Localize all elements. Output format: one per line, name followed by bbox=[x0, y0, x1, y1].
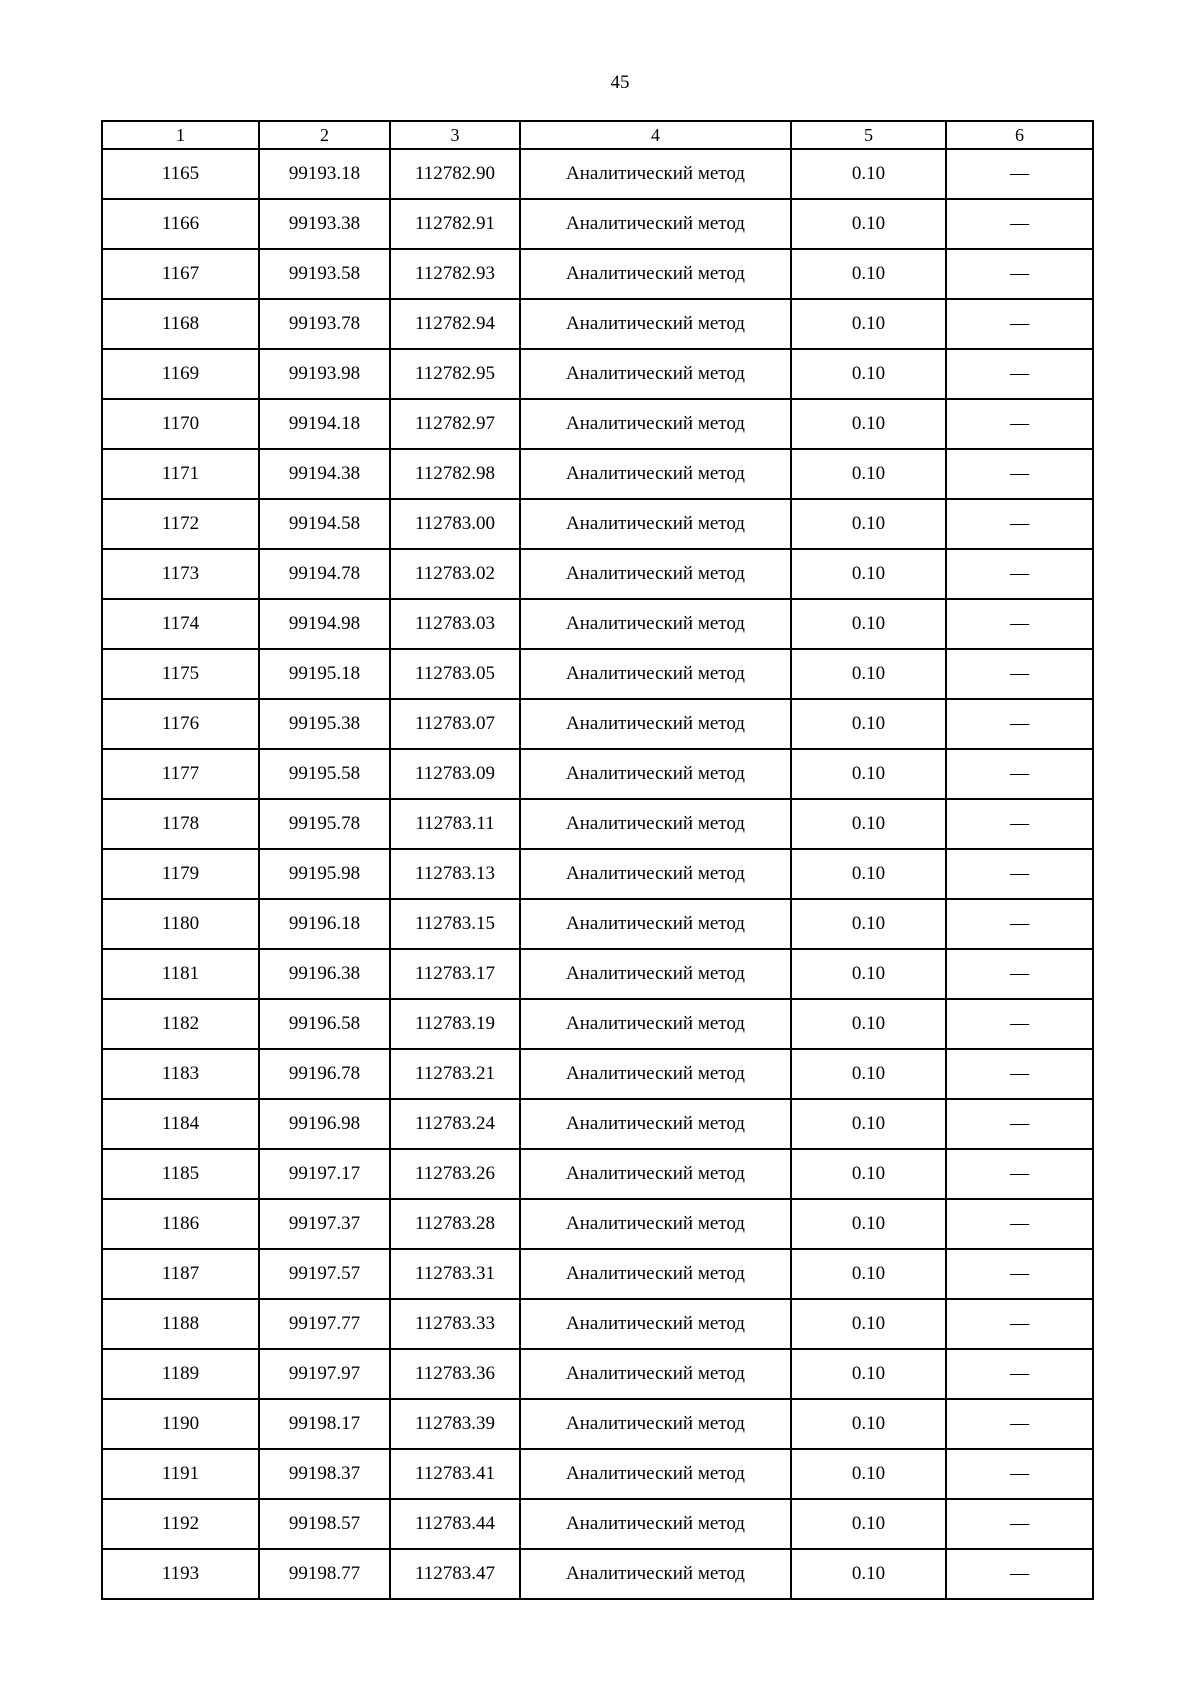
cell-note: — bbox=[946, 1249, 1093, 1299]
cell-method: Аналитический метод bbox=[520, 1149, 791, 1199]
cell-accuracy: 0.10 bbox=[791, 249, 946, 299]
cell-y-coordinate: 112783.19 bbox=[390, 999, 520, 1049]
cell-note: — bbox=[946, 1149, 1093, 1199]
cell-method: Аналитический метод bbox=[520, 1199, 791, 1249]
table-row bbox=[102, 699, 1093, 749]
header-cell-6: 6 bbox=[946, 121, 1093, 149]
cell-accuracy: 0.10 bbox=[791, 1549, 946, 1599]
cell-y-coordinate: 112782.93 bbox=[390, 249, 520, 299]
cell-accuracy: 0.10 bbox=[791, 1399, 946, 1449]
cell-method: Аналитический метод bbox=[520, 149, 791, 199]
cell-method: Аналитический метод bbox=[520, 999, 791, 1049]
cell-note: — bbox=[946, 1499, 1093, 1549]
cell-y-coordinate: 112782.97 bbox=[390, 399, 520, 449]
cell-x-coordinate: 99197.77 bbox=[259, 1299, 390, 1349]
cell-accuracy: 0.10 bbox=[791, 1299, 946, 1349]
cell-point-number: 1187 bbox=[102, 1249, 259, 1299]
cell-x-coordinate: 99193.78 bbox=[259, 299, 390, 349]
cell-note: — bbox=[946, 299, 1093, 349]
cell-x-coordinate: 99196.78 bbox=[259, 1049, 390, 1099]
cell-note: — bbox=[946, 649, 1093, 699]
cell-y-coordinate: 112783.11 bbox=[390, 799, 520, 849]
cell-x-coordinate: 99195.18 bbox=[259, 649, 390, 699]
header-row bbox=[102, 121, 1093, 149]
table-row bbox=[102, 149, 1093, 199]
table-row bbox=[102, 1549, 1093, 1599]
cell-y-coordinate: 112783.17 bbox=[390, 949, 520, 999]
cell-method: Аналитический метод bbox=[520, 199, 791, 249]
cell-point-number: 1184 bbox=[102, 1099, 259, 1149]
cell-y-coordinate: 112783.26 bbox=[390, 1149, 520, 1199]
cell-point-number: 1170 bbox=[102, 399, 259, 449]
cell-accuracy: 0.10 bbox=[791, 1499, 946, 1549]
table-row bbox=[102, 1449, 1093, 1499]
cell-method: Аналитический метод bbox=[520, 1049, 791, 1099]
cell-y-coordinate: 112783.00 bbox=[390, 499, 520, 549]
cell-x-coordinate: 99193.38 bbox=[259, 199, 390, 249]
cell-method: Аналитический метод bbox=[520, 599, 791, 649]
cell-point-number: 1167 bbox=[102, 249, 259, 299]
cell-x-coordinate: 99194.78 bbox=[259, 549, 390, 599]
table-row bbox=[102, 549, 1093, 599]
cell-note: — bbox=[946, 999, 1093, 1049]
cell-accuracy: 0.10 bbox=[791, 849, 946, 899]
cell-x-coordinate: 99195.98 bbox=[259, 849, 390, 899]
table-row bbox=[102, 749, 1093, 799]
cell-y-coordinate: 112783.02 bbox=[390, 549, 520, 599]
cell-note: — bbox=[946, 1199, 1093, 1249]
cell-note: — bbox=[946, 1049, 1093, 1099]
cell-point-number: 1188 bbox=[102, 1299, 259, 1349]
cell-y-coordinate: 112783.24 bbox=[390, 1099, 520, 1149]
cell-point-number: 1186 bbox=[102, 1199, 259, 1249]
table-row bbox=[102, 899, 1093, 949]
cell-method: Аналитический метод bbox=[520, 799, 791, 849]
cell-x-coordinate: 99193.98 bbox=[259, 349, 390, 399]
cell-method: Аналитический метод bbox=[520, 549, 791, 599]
cell-method: Аналитический метод bbox=[520, 299, 791, 349]
cell-y-coordinate: 112783.33 bbox=[390, 1299, 520, 1349]
cell-accuracy: 0.10 bbox=[791, 649, 946, 699]
cell-note: — bbox=[946, 1349, 1093, 1399]
cell-point-number: 1172 bbox=[102, 499, 259, 549]
cell-x-coordinate: 99196.58 bbox=[259, 999, 390, 1049]
cell-x-coordinate: 99194.38 bbox=[259, 449, 390, 499]
table-row bbox=[102, 1499, 1093, 1549]
cell-point-number: 1175 bbox=[102, 649, 259, 699]
cell-y-coordinate: 112782.98 bbox=[390, 449, 520, 499]
cell-point-number: 1183 bbox=[102, 1049, 259, 1099]
cell-y-coordinate: 112783.28 bbox=[390, 1199, 520, 1249]
table-row bbox=[102, 849, 1093, 899]
cell-accuracy: 0.10 bbox=[791, 1249, 946, 1299]
cell-method: Аналитический метод bbox=[520, 449, 791, 499]
cell-y-coordinate: 112783.21 bbox=[390, 1049, 520, 1099]
cell-y-coordinate: 112783.44 bbox=[390, 1499, 520, 1549]
header-cell-4: 4 bbox=[520, 121, 791, 149]
cell-accuracy: 0.10 bbox=[791, 699, 946, 749]
cell-x-coordinate: 99197.57 bbox=[259, 1249, 390, 1299]
cell-accuracy: 0.10 bbox=[791, 299, 946, 349]
cell-point-number: 1176 bbox=[102, 699, 259, 749]
cell-point-number: 1180 bbox=[102, 899, 259, 949]
table-row bbox=[102, 649, 1093, 699]
table-row bbox=[102, 1099, 1093, 1149]
cell-x-coordinate: 99198.17 bbox=[259, 1399, 390, 1449]
cell-note: — bbox=[946, 1099, 1093, 1149]
cell-method: Аналитический метод bbox=[520, 349, 791, 399]
cell-point-number: 1177 bbox=[102, 749, 259, 799]
cell-y-coordinate: 112782.90 bbox=[390, 149, 520, 199]
cell-point-number: 1174 bbox=[102, 599, 259, 649]
cell-accuracy: 0.10 bbox=[791, 199, 946, 249]
cell-point-number: 1181 bbox=[102, 949, 259, 999]
cell-note: — bbox=[946, 1549, 1093, 1599]
cell-point-number: 1166 bbox=[102, 199, 259, 249]
cell-point-number: 1192 bbox=[102, 1499, 259, 1549]
cell-x-coordinate: 99195.78 bbox=[259, 799, 390, 849]
cell-note: — bbox=[946, 1299, 1093, 1349]
cell-point-number: 1168 bbox=[102, 299, 259, 349]
table-row bbox=[102, 1049, 1093, 1099]
cell-method: Аналитический метод bbox=[520, 749, 791, 799]
cell-accuracy: 0.10 bbox=[791, 549, 946, 599]
cell-point-number: 1165 bbox=[102, 149, 259, 199]
cell-accuracy: 0.10 bbox=[791, 749, 946, 799]
cell-note: — bbox=[946, 449, 1093, 499]
cell-note: — bbox=[946, 249, 1093, 299]
cell-y-coordinate: 112782.94 bbox=[390, 299, 520, 349]
cell-accuracy: 0.10 bbox=[791, 599, 946, 649]
cell-method: Аналитический метод bbox=[520, 1399, 791, 1449]
table-row bbox=[102, 1199, 1093, 1249]
cell-note: — bbox=[946, 949, 1093, 999]
cell-accuracy: 0.10 bbox=[791, 799, 946, 849]
cell-method: Аналитический метод bbox=[520, 399, 791, 449]
header-cell-5: 5 bbox=[791, 121, 946, 149]
cell-method: Аналитический метод bbox=[520, 1549, 791, 1599]
cell-method: Аналитический метод bbox=[520, 499, 791, 549]
cell-accuracy: 0.10 bbox=[791, 1149, 946, 1199]
cell-accuracy: 0.10 bbox=[791, 1099, 946, 1149]
cell-note: — bbox=[946, 199, 1093, 249]
cell-accuracy: 0.10 bbox=[791, 399, 946, 449]
cell-x-coordinate: 99193.58 bbox=[259, 249, 390, 299]
cell-x-coordinate: 99195.38 bbox=[259, 699, 390, 749]
cell-method: Аналитический метод bbox=[520, 1449, 791, 1499]
table-row bbox=[102, 299, 1093, 349]
cell-accuracy: 0.10 bbox=[791, 949, 946, 999]
cell-note: — bbox=[946, 599, 1093, 649]
cell-y-coordinate: 112783.41 bbox=[390, 1449, 520, 1499]
cell-y-coordinate: 112783.15 bbox=[390, 899, 520, 949]
cell-method: Аналитический метод bbox=[520, 649, 791, 699]
cell-accuracy: 0.10 bbox=[791, 1049, 946, 1099]
cell-x-coordinate: 99194.98 bbox=[259, 599, 390, 649]
cell-point-number: 1179 bbox=[102, 849, 259, 899]
cell-note: — bbox=[946, 699, 1093, 749]
cell-note: — bbox=[946, 399, 1093, 449]
cell-note: — bbox=[946, 899, 1093, 949]
cell-method: Аналитический метод bbox=[520, 1099, 791, 1149]
cell-note: — bbox=[946, 499, 1093, 549]
cell-accuracy: 0.10 bbox=[791, 999, 946, 1049]
header-cell-1: 1 bbox=[102, 121, 259, 149]
cell-method: Аналитический метод bbox=[520, 699, 791, 749]
cell-x-coordinate: 99198.57 bbox=[259, 1499, 390, 1549]
table-row bbox=[102, 449, 1093, 499]
table-row bbox=[102, 349, 1093, 399]
table-row bbox=[102, 599, 1093, 649]
cell-method: Аналитический метод bbox=[520, 899, 791, 949]
cell-y-coordinate: 112783.13 bbox=[390, 849, 520, 899]
cell-point-number: 1173 bbox=[102, 549, 259, 599]
cell-note: — bbox=[946, 749, 1093, 799]
cell-x-coordinate: 99198.77 bbox=[259, 1549, 390, 1599]
cell-point-number: 1185 bbox=[102, 1149, 259, 1199]
cell-note: — bbox=[946, 1399, 1093, 1449]
header-cell-2: 2 bbox=[259, 121, 390, 149]
cell-y-coordinate: 112783.31 bbox=[390, 1249, 520, 1299]
table-row bbox=[102, 1249, 1093, 1299]
cell-y-coordinate: 112783.03 bbox=[390, 599, 520, 649]
cell-method: Аналитический метод bbox=[520, 1499, 791, 1549]
cell-point-number: 1169 bbox=[102, 349, 259, 399]
cell-note: — bbox=[946, 549, 1093, 599]
cell-accuracy: 0.10 bbox=[791, 899, 946, 949]
cell-method: Аналитический метод bbox=[520, 249, 791, 299]
cell-method: Аналитический метод bbox=[520, 949, 791, 999]
page-number: 45 bbox=[610, 72, 630, 93]
table-row bbox=[102, 1299, 1093, 1349]
cell-method: Аналитический метод bbox=[520, 1249, 791, 1299]
cell-point-number: 1171 bbox=[102, 449, 259, 499]
cell-method: Аналитический метод bbox=[520, 1299, 791, 1349]
table-row bbox=[102, 1349, 1093, 1399]
table-row bbox=[102, 249, 1093, 299]
cell-y-coordinate: 112782.95 bbox=[390, 349, 520, 399]
table-row bbox=[102, 199, 1093, 249]
table-row bbox=[102, 399, 1093, 449]
table-row bbox=[102, 1399, 1093, 1449]
cell-x-coordinate: 99197.37 bbox=[259, 1199, 390, 1249]
table-header bbox=[102, 121, 1093, 149]
cell-x-coordinate: 99194.18 bbox=[259, 399, 390, 449]
cell-point-number: 1191 bbox=[102, 1449, 259, 1499]
cell-x-coordinate: 99196.18 bbox=[259, 899, 390, 949]
cell-accuracy: 0.10 bbox=[791, 349, 946, 399]
cell-method: Аналитический метод bbox=[520, 849, 791, 899]
table-row bbox=[102, 799, 1093, 849]
cell-accuracy: 0.10 bbox=[791, 449, 946, 499]
cell-y-coordinate: 112783.39 bbox=[390, 1399, 520, 1449]
cell-accuracy: 0.10 bbox=[791, 1449, 946, 1499]
cell-point-number: 1190 bbox=[102, 1399, 259, 1449]
cell-note: — bbox=[946, 849, 1093, 899]
cell-note: — bbox=[946, 349, 1093, 399]
cell-x-coordinate: 99196.38 bbox=[259, 949, 390, 999]
cell-x-coordinate: 99197.97 bbox=[259, 1349, 390, 1399]
table-row bbox=[102, 499, 1093, 549]
cell-y-coordinate: 112783.09 bbox=[390, 749, 520, 799]
cell-point-number: 1193 bbox=[102, 1549, 259, 1599]
cell-x-coordinate: 99194.58 bbox=[259, 499, 390, 549]
table-row bbox=[102, 1149, 1093, 1199]
cell-accuracy: 0.10 bbox=[791, 1349, 946, 1399]
cell-note: — bbox=[946, 1449, 1093, 1499]
cell-x-coordinate: 99193.18 bbox=[259, 149, 390, 199]
cell-method: Аналитический метод bbox=[520, 1349, 791, 1399]
cell-point-number: 1178 bbox=[102, 799, 259, 849]
header-cell-3: 3 bbox=[390, 121, 520, 149]
cell-y-coordinate: 112783.07 bbox=[390, 699, 520, 749]
cell-x-coordinate: 99196.98 bbox=[259, 1099, 390, 1149]
cell-y-coordinate: 112783.47 bbox=[390, 1549, 520, 1599]
cell-y-coordinate: 112783.05 bbox=[390, 649, 520, 699]
cell-accuracy: 0.10 bbox=[791, 499, 946, 549]
cell-y-coordinate: 112782.91 bbox=[390, 199, 520, 249]
cell-point-number: 1189 bbox=[102, 1349, 259, 1399]
cell-x-coordinate: 99195.58 bbox=[259, 749, 390, 799]
coordinates-table bbox=[101, 120, 1094, 1600]
table-row bbox=[102, 949, 1093, 999]
cell-accuracy: 0.10 bbox=[791, 1199, 946, 1249]
cell-accuracy: 0.10 bbox=[791, 149, 946, 199]
cell-note: — bbox=[946, 149, 1093, 199]
cell-x-coordinate: 99197.17 bbox=[259, 1149, 390, 1199]
cell-x-coordinate: 99198.37 bbox=[259, 1449, 390, 1499]
cell-note: — bbox=[946, 799, 1093, 849]
cell-y-coordinate: 112783.36 bbox=[390, 1349, 520, 1399]
table-body bbox=[102, 149, 1093, 1599]
cell-point-number: 1182 bbox=[102, 999, 259, 1049]
table-row bbox=[102, 999, 1093, 1049]
